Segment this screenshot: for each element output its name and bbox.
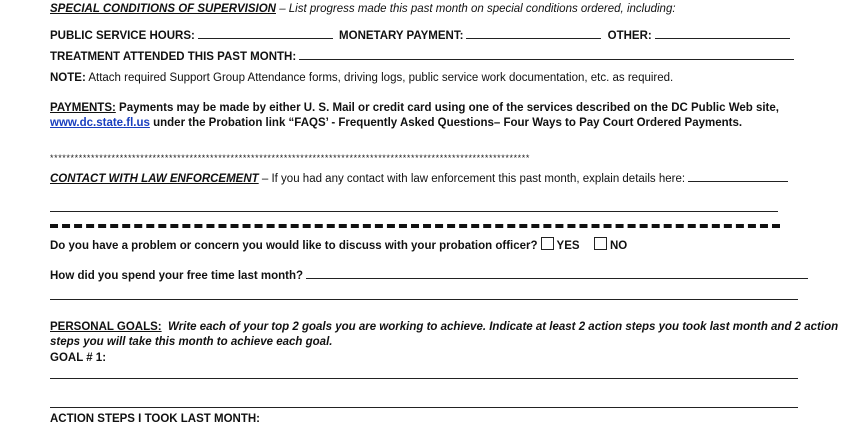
special-conditions-line (50, 3, 676, 15)
action-steps-label: ACTION STEPS I TOOK LAST MONTH: (50, 413, 260, 425)
payments-line-2 (50, 117, 742, 129)
treatment-label: TREATMENT ATTENDED THIS PAST MONTH: (50, 51, 297, 63)
goal-1-field[interactable] (50, 378, 798, 379)
star-separator: ********************************************************************************************************************* (50, 153, 530, 163)
special-conditions-heading: SPECIAL CONDITIONS OF SUPERVISION (50, 3, 276, 15)
monetary-field[interactable] (466, 28, 601, 39)
free-time-line (50, 268, 811, 282)
note-text: Attach required Support Group Attendance forms, driving logs, public service work documentation, etc. as required. (85, 72, 674, 84)
problem-question: Do you have a problem or concern you would like to discuss with your probation officer? (50, 240, 538, 252)
payments-text-2: under the Probation link “FAQS’ - Frequently Asked Questions– Four Ways to Pay Court Ordered Payments. (149, 117, 743, 129)
personal-goals-line-1 (50, 321, 838, 333)
progress-fields-line (50, 28, 793, 42)
personal-goals-line-2 (50, 336, 332, 348)
no-label: NO (610, 240, 628, 252)
payments-line-1 (50, 102, 779, 114)
public-service-field[interactable] (198, 28, 333, 39)
free-time-line-2[interactable] (50, 299, 798, 300)
free-time-question: How did you spend your free time last month? (50, 270, 304, 282)
yes-checkbox[interactable] (541, 237, 554, 250)
treatment-line (50, 49, 797, 63)
public-service-label: PUBLIC SERVICE HOURS: (50, 30, 195, 42)
personal-goals-text-2: steps you will take this month to achieve each goal. (50, 336, 333, 348)
contact-details-line[interactable] (50, 211, 778, 212)
other-label: OTHER: (607, 30, 652, 42)
action-steps-line (50, 413, 260, 425)
treatment-field[interactable] (299, 49, 794, 60)
free-time-field[interactable] (306, 268, 808, 279)
problem-line (50, 237, 580, 252)
personal-goals-heading: PERSONAL GOALS: (50, 321, 162, 333)
payments-heading: PAYMENTS: (50, 102, 116, 114)
dc-website-link[interactable]: www.dc.state.fl.us (50, 117, 150, 129)
payments-text-1: Payments may be made by either U. S. Mail or credit card using one of the services described on the DC Public Web site, (115, 102, 779, 114)
goal-1-field-2[interactable] (50, 407, 798, 408)
special-conditions-text: – List progress made this past month on special conditions ordered, including: (276, 3, 676, 15)
contact-field[interactable] (688, 171, 788, 182)
dashed-separator (50, 224, 780, 228)
no-checkbox[interactable] (594, 237, 607, 250)
contact-text: – If you had any contact with law enforcement this past month, explain details here: (258, 173, 686, 185)
yes-label: YES (556, 240, 580, 252)
note-label: NOTE: (50, 72, 86, 84)
note-line (50, 72, 673, 84)
monetary-label: MONETARY PAYMENT: (339, 30, 464, 42)
other-field[interactable] (655, 28, 790, 39)
contact-line (50, 171, 791, 185)
personal-goals-text: Write each of your top 2 goals you are working to achieve. Indicate at least 2 action steps you took last month and 2 action (168, 321, 839, 333)
goal-1-label: GOAL # 1: (50, 352, 107, 364)
no-option (591, 237, 627, 252)
goal-1-line (50, 352, 106, 364)
contact-heading: CONTACT WITH LAW ENFORCEMENT (50, 173, 259, 185)
